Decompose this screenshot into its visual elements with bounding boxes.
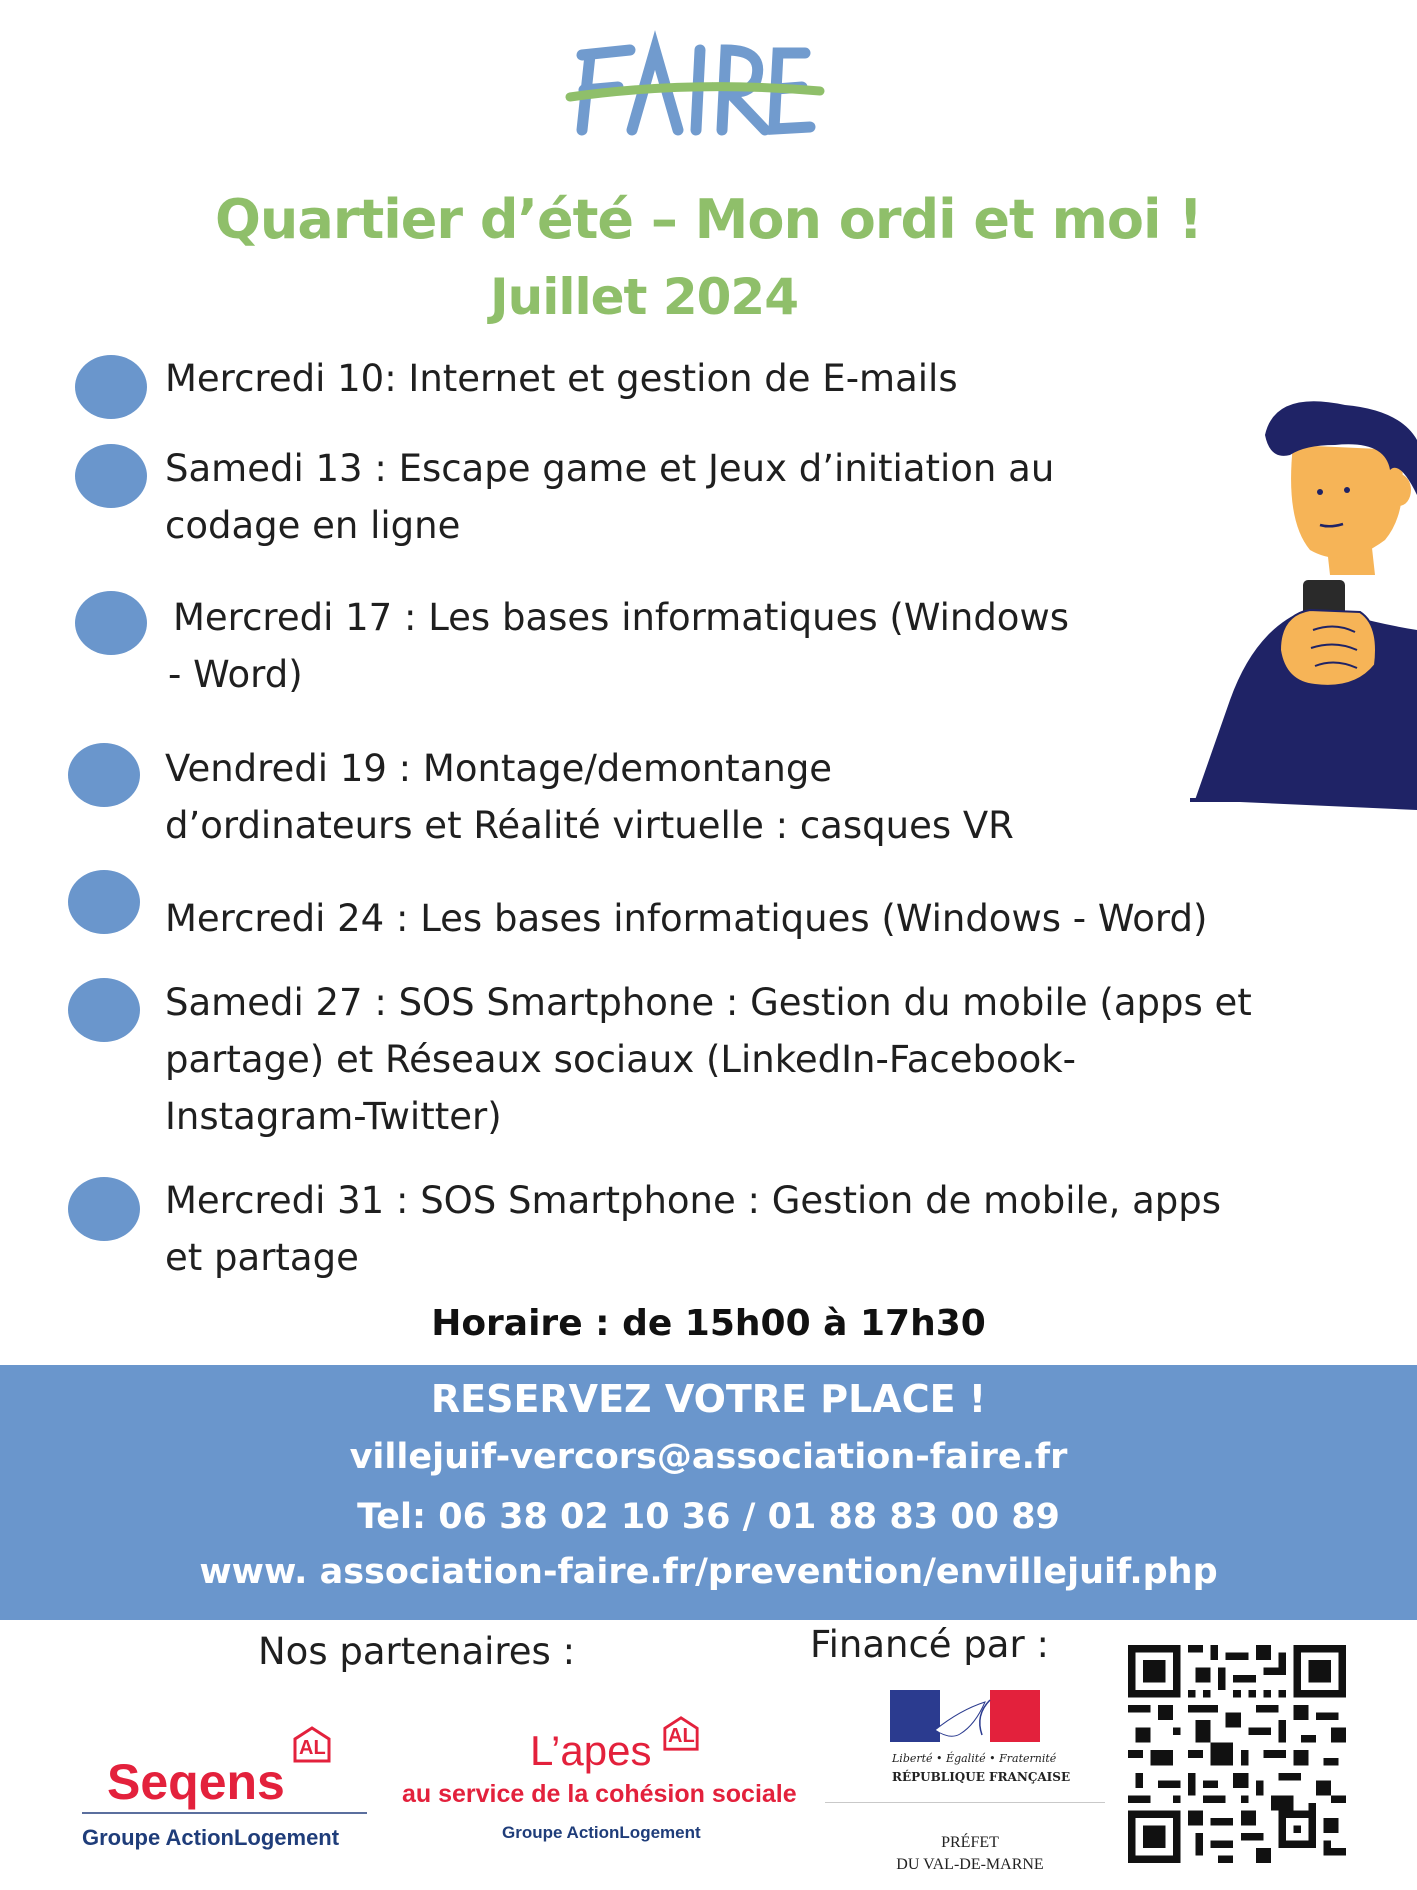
partners-label: Nos partenaires : [258, 1630, 576, 1673]
event-text: Vendredi 19 : Montage/demontange d’ordinateurs et Réalité virtuelle : casques VR [165, 747, 1014, 847]
event-text: Samedi 13 : Escape game et Jeux d’initiation au codage en ligne [165, 447, 1055, 547]
apes-logo [400, 1715, 820, 1845]
bullet-dot [75, 591, 147, 655]
seqens-logo [82, 1725, 372, 1855]
booking-website-link[interactable]: www. association-faire.fr/prevention/envillejuif.php [199, 1552, 1218, 1592]
apes-tagline: au service de la cohésion sociale [402, 1780, 797, 1808]
bullet-dot [68, 870, 140, 934]
prefet-label: PRÉFET DU VAL-DE-MARNE [896, 1834, 1044, 1873]
page-title: Quartier d’été – Mon ordi et moi ! [215, 188, 1202, 251]
event-text: Mercredi 31 : SOS Smartphone : Gestion de mobile, apps et partage [165, 1179, 1222, 1279]
apes-wordmark: L’apes [530, 1727, 652, 1774]
event-text: Mercredi 24 : Les bases informatiques (Windows - Word) [165, 897, 1208, 940]
divider [82, 1812, 367, 1814]
divider [825, 1802, 1105, 1803]
booking-banner [0, 1365, 1417, 1620]
booking-heading: RESERVEZ VOTRE PLACE ! [430, 1377, 987, 1421]
logo-text: FAIRE [560, 25, 563, 26]
faire-logo [560, 25, 830, 145]
booking-phone: Tel: 06 38 02 10 36 / 01 88 83 00 89 [357, 1497, 1060, 1537]
person-smartphone-illustration [1185, 400, 1417, 810]
bullet-dot [68, 743, 140, 807]
event-text: Samedi 27 : SOS Smartphone : Gestion du mobile (apps et partage) et Réseaux sociaux (LinkedIn-Facebook- Instagram-Twitter) [165, 981, 1252, 1138]
funding-label: Financé par : [810, 1623, 1049, 1666]
bullet-dot [68, 978, 140, 1042]
al-badge-icon: AL [292, 1725, 332, 1765]
seqens-group-label: Groupe ActionLogement [82, 1825, 340, 1850]
page-subtitle: Juillet 2024 [490, 268, 798, 326]
marianne-icon [890, 1690, 1040, 1748]
bullet-dot [75, 355, 147, 419]
schedule-text: Horaire : de 15h00 à 17h30 [431, 1303, 986, 1344]
al-badge-icon: AL [662, 1715, 700, 1753]
rf-motto: Liberté • Égalité • Fraternité [892, 1752, 1057, 1765]
booking-email-link[interactable]: villejuif-vercors@association-faire.fr [349, 1437, 1068, 1477]
rf-title: RÉPUBLIQUE FRANÇAISE [892, 1770, 1071, 1784]
bullet-dot [68, 1177, 140, 1241]
bullet-dot [75, 444, 147, 508]
republique-francaise-logo [880, 1690, 1071, 1790]
seqens-wordmark: Seqens [107, 1754, 285, 1810]
event-text: Mercredi 10: Internet et gestion de E-mails [165, 357, 958, 400]
qr-code[interactable] [1128, 1645, 1346, 1863]
apes-group-label: Groupe ActionLogement [502, 1823, 701, 1842]
event-text: Mercredi 17 : Les bases informatiques (Windows - Word) [168, 596, 1069, 696]
